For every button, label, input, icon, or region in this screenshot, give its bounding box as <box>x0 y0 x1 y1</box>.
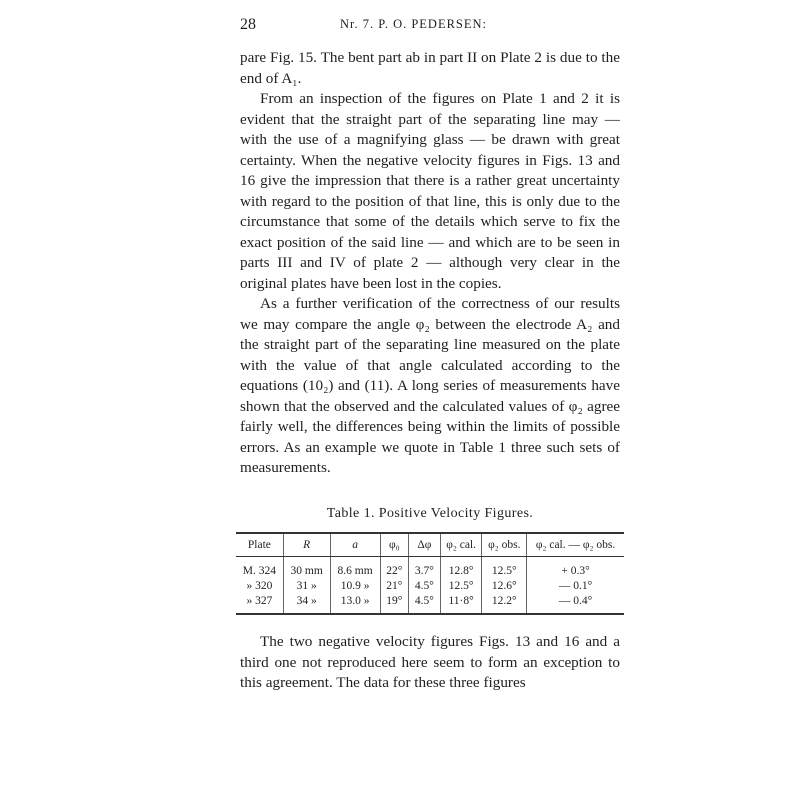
col-header-plate: Plate <box>236 533 283 557</box>
table-cell: » 327 <box>246 595 273 607</box>
table-cell: 8.6 mm <box>330 564 380 579</box>
table-cell: — 0.1° <box>527 579 624 594</box>
paragraph-1: pare Fig. 15. The bent part ab in part II on Plate 2 is due to the end of A₁. <box>240 49 620 87</box>
body-text-continued <box>240 632 620 694</box>
table-cell: 21° <box>380 579 408 594</box>
paragraph-4: The two negative velocity figures Figs. 13 and 16 and a third one not reproduced here seem to form an exception to this agreement. The data for these three figures <box>240 633 620 691</box>
body-text <box>240 48 620 479</box>
table-caption: Table 1. Positive Velocity Figures. <box>326 506 534 521</box>
col-header-phi0: φ₀ <box>380 533 408 557</box>
table-cell: + 0.3° <box>527 564 624 579</box>
col-header-phi2-obs: φ₂ obs. <box>482 533 527 557</box>
running-head: Nr. 7. P. O. PEDERSEN: <box>340 17 488 31</box>
table-cell: 3.7° <box>409 564 441 579</box>
col-header-r: R <box>283 533 330 557</box>
page-header <box>240 16 620 38</box>
table-header-row <box>236 533 624 557</box>
table-cell: 12.8° <box>440 564 482 579</box>
table-cell: 10.9 » <box>330 579 380 594</box>
table-cell: 13.0 » <box>330 594 380 614</box>
table-cell: » 320 <box>246 580 273 592</box>
table-cell: 12.5° <box>482 564 527 579</box>
measurements-table <box>236 532 624 615</box>
table-cell: 11·8° <box>440 594 482 614</box>
table-cell: 31 » <box>283 579 330 594</box>
table-cell: 22° <box>380 564 408 579</box>
paragraph-3: As a further verification of the correctness of our results we may compare the angle φ₂ between the electrode A₂ and the straight part of the separating line measured on the plate with the value of that angle calculated according to the equations (10₂) and (11). A long series of measurements have shown that the observed and the calculated values of φ₂ agree fairly well, the differences being within the limits of possible errors. As an example we quote in Table 1 three such sets of measurements. <box>240 295 620 476</box>
table-cell: M. 324 <box>242 565 277 577</box>
page-number: 28 <box>240 16 256 33</box>
table-cell: 12.6° <box>482 579 527 594</box>
table-row <box>236 579 624 594</box>
table-cell: 4.5° <box>409 579 441 594</box>
table-cell: 34 » <box>283 594 330 614</box>
table-cell: 4.5° <box>409 594 441 614</box>
paragraph-2: From an inspection of the figures on Plate 1 and 2 it is evident that the straight part of the separating line may — with the use of a magnifying glass — be drawn with great certainty. When the negative velocity figures in Figs. 13 and 16 give the impression that there is a rather great uncertainty with regard to the position of that line, this is only due to the circumstance that some of the details which serve to fix the exact position of the said line — and which are to be seen in parts III and IV of plate 2 — although very clear in the original plates have been lost in the copies. <box>240 90 620 292</box>
table-cell: — 0.4° <box>527 594 624 614</box>
table-cell: 30 mm <box>283 564 330 579</box>
col-header-difference: φ₂ cal. — φ₂ obs. <box>527 533 624 557</box>
table-cell: 19° <box>380 594 408 614</box>
col-header-a: a <box>330 533 380 557</box>
table-row <box>236 564 624 579</box>
col-header-phi2-cal: φ₂ cal. <box>440 533 482 557</box>
table-cell: 12.5° <box>440 579 482 594</box>
col-header-delta-phi: Δφ <box>409 533 441 557</box>
table-cell: 12.2° <box>482 594 527 614</box>
table-row <box>236 594 624 614</box>
